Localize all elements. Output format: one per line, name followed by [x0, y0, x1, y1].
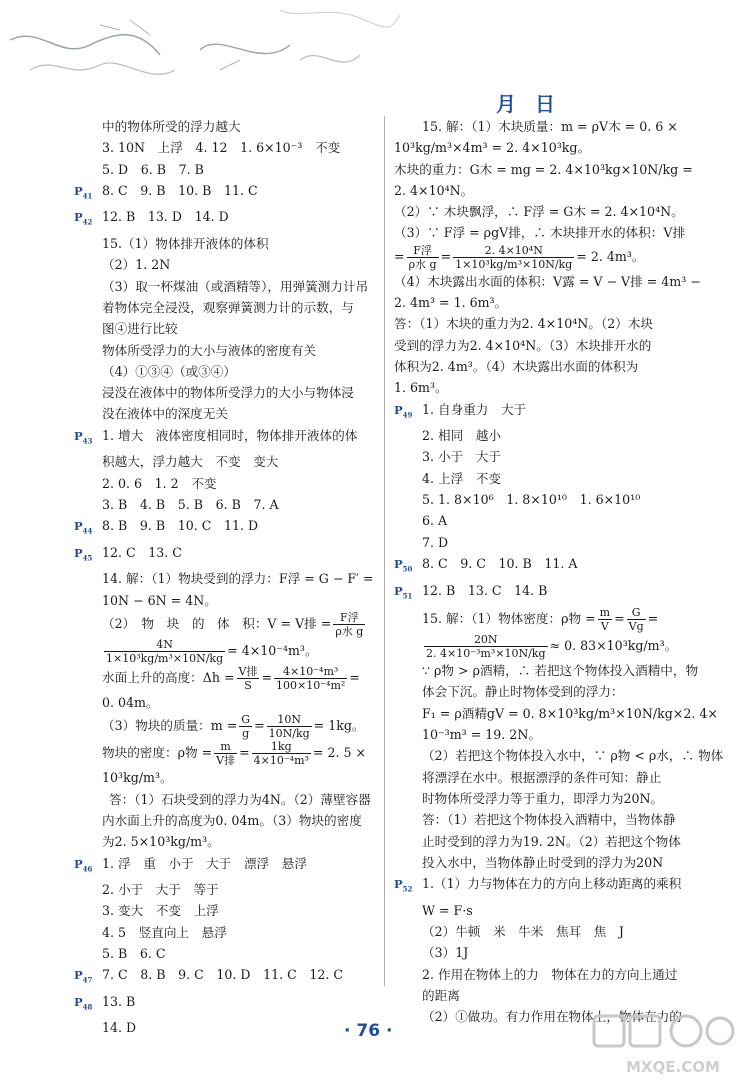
answer-text: 1. 6m³。 — [394, 380, 448, 396]
answer-text: （2）牛顿 米 牛米 焦耳 焦 J — [422, 923, 624, 939]
answer-line — [74, 340, 374, 361]
answer-text: = — [614, 611, 625, 627]
answer-text: （2）1. 2N — [102, 257, 171, 273]
fraction — [267, 713, 312, 740]
fraction — [252, 740, 311, 767]
fraction — [214, 740, 237, 767]
answer-text: （2）∵ 木块飘浮，∴ F浮 = G木 = 2. 4×10⁴N。 — [394, 204, 684, 220]
answer-text: 3. 变大 不变 上浮 — [102, 903, 219, 919]
answer-line — [394, 873, 704, 900]
answer-line — [74, 233, 374, 254]
answer-text: 14. 解：（1）物块受到的浮力：F浮 = G − F′ = — [102, 571, 374, 587]
fraction-numerator: 4×10⁻⁴m³ — [274, 665, 347, 679]
answer-text: （3）物块的质量：m = — [102, 718, 238, 734]
answer-line — [74, 767, 374, 788]
fraction-denominator: ρ水 g — [408, 257, 437, 271]
answer-text: 13. B — [102, 993, 136, 1009]
answer-line — [394, 399, 704, 426]
answer-line — [394, 159, 704, 180]
answer-text: 受到的浮力为2. 4×10⁴N。（3）木块排开水的 — [394, 337, 652, 353]
answer-text: 图④进行比较 — [102, 321, 178, 337]
fraction — [237, 665, 260, 692]
answer-line — [394, 468, 704, 489]
fraction-numerator: G — [241, 713, 251, 727]
answer-line — [394, 244, 704, 271]
answer-line — [74, 425, 374, 452]
answer-text: 物体所受浮力的大小与液体的密度有关 — [102, 342, 317, 358]
answer-text: 12. C 13. C — [102, 544, 182, 560]
answer-text: 5. D 6. B 7. B — [102, 161, 204, 177]
fraction-denominator: S — [244, 679, 252, 693]
answer-line — [74, 276, 374, 297]
page-ref-label: $P_{50}$ — [394, 556, 413, 574]
answer-line — [394, 900, 704, 921]
answer-text: 2. 4m³ = 1. 6m³。 — [394, 295, 508, 311]
answer-text: W = F·s — [422, 902, 473, 918]
answer-text: 的距离 — [422, 987, 460, 1003]
answer-line — [74, 361, 374, 382]
answer-text: 木块的重力：G木 = mg = 2. 4×10³kg×10N/kg = — [394, 161, 693, 177]
answer-text: 答：（1）若把这个物体投入酒精中，当物体静 — [422, 812, 676, 828]
brand-title: 月 日 — [496, 92, 561, 116]
answer-text: （3）∵ F浮 = ρgV排，∴ 木块排开水的体积：V排 — [394, 225, 686, 241]
answer-text: = 1kg。 — [313, 718, 365, 734]
answer-text: = 4×10⁻⁴m³。 — [227, 643, 318, 659]
answer-line — [394, 271, 704, 292]
answer-line — [394, 580, 704, 607]
fraction — [104, 638, 225, 665]
answer-line — [74, 297, 374, 318]
page-ref-label: $P_{51}$ — [394, 583, 413, 600]
answer-text: 7. C 8. B 9. C 10. D 11. C 12. C — [102, 967, 344, 983]
answer-line — [394, 633, 704, 660]
answer-line — [74, 180, 374, 207]
answer-text: = 2. 4m³。 — [576, 248, 645, 264]
answer-line — [394, 745, 724, 766]
answer-line — [394, 852, 704, 873]
answer-line — [394, 201, 704, 222]
answer-line — [74, 382, 374, 403]
answer-text: 投入水中，当物体静止时受到的浮力为20N — [422, 854, 664, 870]
answer-line — [74, 403, 374, 424]
answer-text: 10³kg/m³。 — [102, 770, 173, 786]
fraction-denominator: Vg — [628, 620, 644, 634]
answer-text: （2）①做功。有力作用在物体上，物体在力的 — [422, 1009, 682, 1025]
answer-text: （3）取一杯煤油（或酒精等），用弹簧测力计吊 — [102, 278, 369, 294]
answer-line — [394, 553, 704, 580]
answer-text: 8. C 9. B 10. B 11. C — [102, 182, 258, 198]
answer-text: 5. B 6. C — [102, 945, 166, 961]
answer-text: 8. C 9. C 10. B 11. A — [422, 555, 578, 571]
fraction-numerator: 20N — [424, 633, 548, 647]
answer-text: 6. A — [422, 513, 448, 529]
fraction-numerator: V排 — [238, 665, 258, 679]
answer-line — [394, 356, 704, 377]
answer-text: 水面上升的高度：Δh = — [102, 670, 235, 686]
answer-text: 1. 增大 液体密度相同时，物体排开液体的体 — [102, 427, 358, 443]
answer-line — [74, 740, 374, 767]
fraction-denominator: ρ水 g — [335, 625, 364, 639]
fraction-denominator: V — [600, 620, 609, 634]
answer-text: 2. 作用在物体上的力 物体在力的方向上通过 — [422, 966, 678, 982]
answer-line — [74, 473, 374, 494]
answer-line — [394, 222, 704, 243]
answer-text: 12. B 13. C 14. B — [422, 582, 548, 598]
answer-text: ≈ 0. 83×10³kg/m³。 — [549, 638, 678, 654]
answer-text: 14. D — [102, 1020, 137, 1036]
answer-line — [74, 451, 374, 472]
fraction-numerator: G — [627, 606, 646, 620]
fraction-numerator: m — [599, 606, 611, 620]
answer-line — [394, 377, 704, 398]
fraction-numerator: F浮 — [333, 611, 365, 625]
answer-line — [394, 942, 704, 963]
answer-text: = — [647, 611, 659, 627]
answer-line — [74, 665, 374, 692]
fraction-denominator: 4×10⁻⁴m³ — [253, 754, 309, 768]
answer-text: 着物体完全浸没，观察弹簧测力计的示数，与 — [102, 299, 354, 315]
answer-text: 积越大，浮力越大 不变 变大 — [102, 454, 279, 470]
answer-line — [74, 542, 374, 569]
answer-text: 0. 04m。 — [102, 695, 159, 711]
answer-text: （2） 物 块 的 体 积：V = V排 = — [102, 616, 332, 632]
answer-text: 10N − 6N = 4N。 — [102, 592, 217, 608]
page-ref-label: $P_{43}$ — [74, 428, 93, 446]
answer-line — [394, 985, 704, 1006]
answer-line — [394, 681, 704, 702]
answer-text: 物块的密度：ρ物 = — [102, 745, 213, 761]
page-ref-label: $P_{44}$ — [74, 519, 93, 536]
answer-line — [74, 789, 374, 810]
answer-line — [74, 692, 374, 713]
answer-text: = — [254, 718, 265, 734]
answer-text: （2）若把这个物体投入水中，∵ ρ物 < ρ水，∴ 物体 — [422, 748, 724, 764]
answer-line — [74, 137, 374, 158]
answer-line — [74, 254, 374, 275]
answer-text: 2. 小于 大于 等于 — [102, 882, 219, 898]
answer-line — [394, 724, 704, 745]
answer-text: 7. D — [422, 534, 449, 550]
fraction — [627, 606, 646, 633]
answer-line — [394, 313, 704, 334]
answer-line — [74, 568, 374, 589]
answer-line — [74, 922, 374, 943]
answer-text: = — [239, 745, 250, 761]
answer-line — [394, 660, 704, 681]
fraction — [407, 244, 439, 271]
fraction-numerator: 1kg — [252, 740, 311, 754]
answer-line — [74, 206, 374, 233]
page-number: · 76 · — [344, 1021, 393, 1041]
answer-line — [74, 1017, 374, 1038]
fraction-denominator: 1×10³kg/m³×10N/kg — [455, 257, 573, 271]
answer-text: 没在液体中的深度无关 — [102, 406, 228, 422]
answer-line — [394, 831, 704, 852]
answer-line — [394, 510, 704, 531]
answer-column-right — [394, 116, 724, 1027]
header-scribble-decoration — [0, 0, 750, 100]
answer-line — [394, 809, 704, 830]
answer-line — [394, 964, 704, 985]
answer-text: 4. 上浮 不变 — [422, 470, 501, 486]
answer-line — [394, 921, 704, 942]
page-ref-label: $P_{49}$ — [394, 402, 413, 419]
fraction — [274, 665, 347, 692]
answer-line — [394, 116, 704, 137]
answer-line — [74, 515, 374, 542]
fraction-numerator: 4N — [104, 638, 225, 652]
answer-line — [74, 853, 374, 880]
answer-line — [74, 991, 374, 1018]
answer-line — [74, 810, 374, 831]
fraction — [333, 611, 365, 638]
page-ref-label: $P_{45}$ — [74, 545, 93, 563]
answer-text: 浸没在液体中的物体所受浮力的大小与物体浸 — [102, 385, 354, 401]
page-ref-label: $P_{48}$ — [74, 994, 93, 1012]
answer-text: 15. 解：（1）木块质量：m = ρV木 = 0. 6 × — [422, 119, 678, 134]
answer-text: 中的物体所受的浮力越大 — [102, 119, 241, 134]
fraction — [239, 713, 252, 740]
fraction — [424, 633, 548, 660]
fraction-denominator: g — [242, 727, 250, 741]
answer-line — [394, 532, 704, 553]
answer-text: 体积为2. 4m³。（4）木块露出水面的体积为 — [394, 358, 639, 374]
answer-text: 15. 解：（1）物体密度：ρ物 = — [422, 611, 596, 627]
answer-line — [74, 879, 374, 900]
column-divider — [384, 116, 385, 986]
answer-line — [394, 180, 704, 201]
page-ref-label: $P_{42}$ — [74, 210, 93, 227]
fraction-denominator: 10N/kg — [268, 727, 310, 741]
answer-text: 12. B 13. D 14. D — [102, 209, 229, 225]
answer-text: = — [394, 248, 405, 264]
answer-line — [394, 446, 704, 467]
answer-text: 2. 4×10⁴N。 — [394, 182, 474, 198]
answer-text: 10⁻³m³ = 19. 2N。 — [422, 727, 541, 743]
answer-text: = 2. 5 × — [312, 745, 367, 761]
page-ref-label: $P_{47}$ — [74, 968, 93, 985]
answer-text: 8. B 9. B 10. C 11. D — [102, 518, 259, 534]
answer-text: 将漂浮在水中。根据漂浮的条件可知：静止 — [422, 769, 662, 785]
answer-text: 2. 0. 6 1. 2 不变 — [102, 475, 217, 491]
answer-line — [394, 606, 704, 633]
page-ref-label: $P_{41}$ — [74, 183, 93, 201]
answer-line — [394, 489, 704, 510]
answer-text: 为2. 5×10³kg/m³。 — [102, 834, 220, 850]
answer-line — [74, 831, 374, 852]
answer-text: 止时受到的浮力为19. 2N。（2）若把这个物体 — [422, 833, 681, 849]
fraction-numerator: F浮 — [407, 244, 439, 258]
page-ref-label: $P_{52}$ — [394, 877, 413, 894]
answer-line — [394, 335, 704, 356]
fraction — [453, 244, 574, 271]
answer-text: 5. 1. 8×10⁶ 1. 8×10¹⁰ 1. 6×10¹⁰ — [422, 492, 641, 508]
answer-line — [74, 638, 374, 665]
answer-text: 10³kg/m³×4m³ = 2. 4×10³kg。 — [394, 140, 591, 156]
answer-line — [394, 788, 704, 809]
answer-text: （4）①③④（或③④） — [102, 363, 236, 379]
answer-column-left — [74, 116, 374, 1039]
answer-text: ∵ ρ物 > ρ酒精，∴ 若把这个物体投入酒精中，物 — [422, 663, 699, 679]
answer-line — [74, 590, 374, 611]
fraction — [598, 606, 612, 633]
answer-text: 内水面上升的高度为0. 04m。（3）物块的密度 — [102, 812, 362, 828]
answer-text: （4）木块露出水面的体积：V露 = V − V排 = 4m³ − — [394, 273, 701, 289]
answer-text: = — [440, 248, 452, 264]
fraction-denominator: 100×10⁻⁴m² — [276, 679, 346, 693]
answer-line — [74, 159, 374, 180]
answer-line — [74, 116, 374, 137]
answer-line — [74, 494, 374, 515]
answer-text: 3. B 4. B 5. B 6. B 7. A — [102, 496, 279, 512]
answer-text: 1. 自身重力 大于 — [422, 401, 527, 417]
answer-line — [394, 425, 704, 446]
answer-text: 1. 浮 重 小于 大于 漂浮 悬浮 — [102, 855, 307, 871]
answer-line — [394, 292, 704, 313]
answer-line — [74, 713, 374, 740]
answer-text: 1.（1）力与物体在力的方向上移动距离的乘积 — [422, 876, 682, 892]
answer-text: 3. 10N 上浮 4. 12 1. 6×10⁻³ 不变 — [102, 140, 341, 156]
answer-line — [394, 703, 718, 724]
answer-line — [394, 137, 704, 158]
answer-text: 答：（1）木块的重力为2. 4×10⁴N。（2）木块 — [394, 316, 654, 332]
fraction-denominator: 2. 4×10⁻³m³×10N/kg — [426, 647, 546, 661]
answer-text: 15.（1）物体排开液体的体积 — [102, 236, 269, 252]
answer-text: = — [261, 670, 273, 686]
answer-line — [74, 318, 374, 339]
fraction-denominator: V排 — [216, 754, 236, 768]
answer-text: 体会下沉。静止时物体受到的浮力： — [422, 684, 624, 700]
fraction-numerator: 10N — [267, 713, 312, 727]
answer-text: （3）1J — [422, 945, 469, 961]
answer-text: = — [349, 670, 360, 686]
fraction-numerator: 2. 4×10⁴N — [453, 244, 574, 258]
answer-line — [74, 611, 374, 638]
page-ref-label: $P_{46}$ — [74, 856, 93, 873]
watermark-subtext: MXQE.COM — [626, 1058, 720, 1076]
answer-text: 答：（1）石块受到的浮力为4N。（2）薄壁容器 — [109, 791, 371, 807]
answer-text: 4. 5 竖直向上 悬浮 — [102, 924, 227, 940]
answer-text: 3. 小于 大于 — [422, 449, 501, 465]
answer-line — [74, 943, 374, 964]
watermark-logo — [588, 1010, 738, 1082]
answer-line — [74, 900, 374, 921]
fraction-denominator: 1×10³kg/m³×10N/kg — [106, 652, 224, 666]
answer-text: 时物体所受浮力等于重力，即浮力为20N。 — [422, 790, 664, 806]
fraction-numerator: m — [214, 740, 237, 754]
answer-line — [74, 964, 374, 991]
answer-text: 2. 相同 越小 — [422, 428, 501, 444]
answer-line — [394, 767, 704, 788]
answer-text: F₁ = ρ酒精gV = 0. 8×10³kg/m³×10N/kg×2. 4× — [422, 705, 718, 721]
